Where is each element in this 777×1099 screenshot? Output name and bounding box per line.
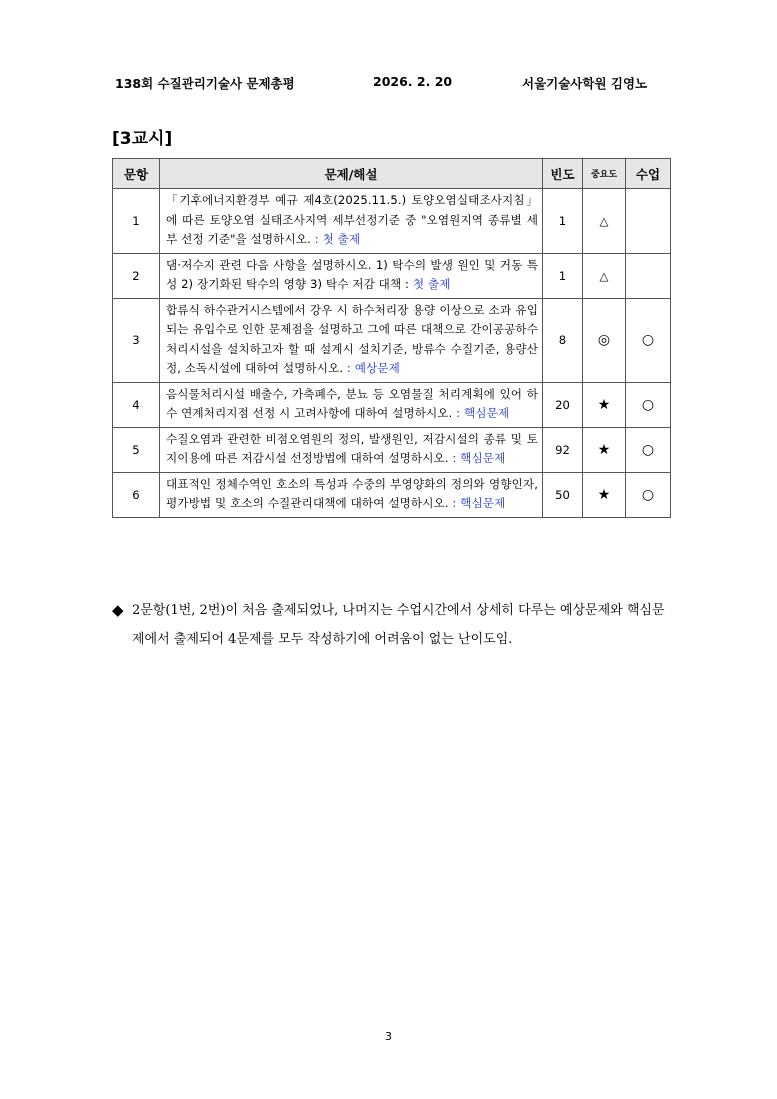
importance-icon: △ [583, 253, 626, 298]
question-table [112, 158, 671, 518]
row-number: 5 [113, 427, 160, 472]
class-covered-cell [626, 189, 671, 254]
class-covered-icon: ○ [626, 298, 671, 382]
question-text [160, 472, 543, 517]
question-body: 대표적인 정체수역인 호소의 특성과 수중의 부영양화의 정의와 영향인자, 평가방법 및 호소의 수질관리대책에 대하여 설명하시오. [166, 476, 538, 510]
row-number: 3 [113, 298, 160, 382]
question-text [160, 427, 543, 472]
class-covered-icon: ○ [626, 427, 671, 472]
col-header-class: 수업 [626, 159, 671, 189]
question-text [160, 253, 543, 298]
table-row [113, 189, 671, 254]
table-row [113, 298, 671, 382]
question-tag: : 핵심문제 [448, 496, 506, 510]
frequency-cell: 20 [543, 382, 583, 427]
frequency-cell: 8 [543, 298, 583, 382]
question-tag: : 핵심문제 [452, 406, 510, 420]
page-number: 3 [385, 1030, 392, 1043]
diamond-bullet-icon: ◆ [112, 601, 124, 619]
header-title: 138회 수질관리기술사 문제총평 [115, 76, 295, 91]
table-row [113, 427, 671, 472]
importance-icon: △ [583, 189, 626, 254]
col-header-question: 문제/해설 [160, 159, 543, 189]
question-text [160, 298, 543, 382]
question-body: 음식물처리시설 배출수, 가축폐수, 분뇨 등 오염물질 처리계획에 있어 하수 연계처리지점 선정 시 고려사항에 대하여 설명하시오. [166, 386, 538, 420]
row-number: 6 [113, 472, 160, 517]
question-body: 수질오염과 관련한 비점오염원의 정의, 발생원인, 저감시설의 종류 및 토지이용에 따른 저감시설 선정방법에 대하여 설명하시오. [166, 431, 538, 465]
importance-icon: ★ [583, 427, 626, 472]
table-row [113, 382, 671, 427]
header-author: 서울기술사학원 김영노 [522, 76, 648, 91]
header-date: 2026. 2. 20 [373, 74, 453, 89]
importance-icon: ★ [583, 382, 626, 427]
row-number: 2 [113, 253, 160, 298]
section-title: [3교시] [112, 129, 173, 149]
question-tag: : 첫 출제 [310, 232, 361, 246]
row-number: 4 [113, 382, 160, 427]
class-covered-cell [626, 253, 671, 298]
table-row [113, 472, 671, 517]
frequency-cell: 1 [543, 253, 583, 298]
class-covered-icon: ○ [626, 472, 671, 517]
frequency-cell: 92 [543, 427, 583, 472]
row-number: 1 [113, 189, 160, 254]
question-tag: 첫 출제 [412, 277, 451, 291]
summary-text: 2문항(1번, 2번)이 처음 출제되었나, 나머지는 수업시간에서 상세히 다루는 예상문제와 핵심문제에서 출제되어 4문제를 모두 작성하기에 어려움이 없는 난이도임. [132, 603, 665, 647]
question-body: 댐·저수지 관련 다음 사항을 설명하시오. 1) 탁수의 발생 원인 및 거동 특성 2) 장기화된 탁수의 영향 3) 탁수 저감 대책 : [166, 257, 538, 291]
class-covered-icon: ○ [626, 382, 671, 427]
col-header-no: 문항 [113, 159, 160, 189]
question-text [160, 382, 543, 427]
summary-note [112, 596, 672, 654]
question-body: 합류식 하수관거시스템에서 강우 시 하수처리장 용량 이상으로 소과 유입되는 유입수로 인한 문제점을 설명하고 그에 따른 대책으로 간이공공하수처리시설을 설치하고자 할 때 설계시 설치기준, 방류수 수질기준, 용량산정, 소독시설에 대하여 설명하시오. [166, 302, 538, 375]
question-text [160, 189, 543, 254]
table-row [113, 253, 671, 298]
frequency-cell: 50 [543, 472, 583, 517]
col-header-importance: 중요도 [583, 159, 626, 189]
col-header-frequency: 빈도 [543, 159, 583, 189]
frequency-cell: 1 [543, 189, 583, 254]
importance-icon: ★ [583, 472, 626, 517]
question-body: 「기후에너지환경부 예규 제4호(2025.11.5.) 토양오염실태조사지침」에 따른 토양오염 실태조사지역 세부선정기준 중 "오염원지역 종류별 세부 선정 기준"을 설명하시오. [166, 193, 538, 246]
question-tag: : 예상문제 [343, 361, 400, 375]
table-header-row [113, 159, 671, 189]
importance-icon: ◎ [583, 298, 626, 382]
question-tag: : 핵심문제 [448, 451, 506, 465]
